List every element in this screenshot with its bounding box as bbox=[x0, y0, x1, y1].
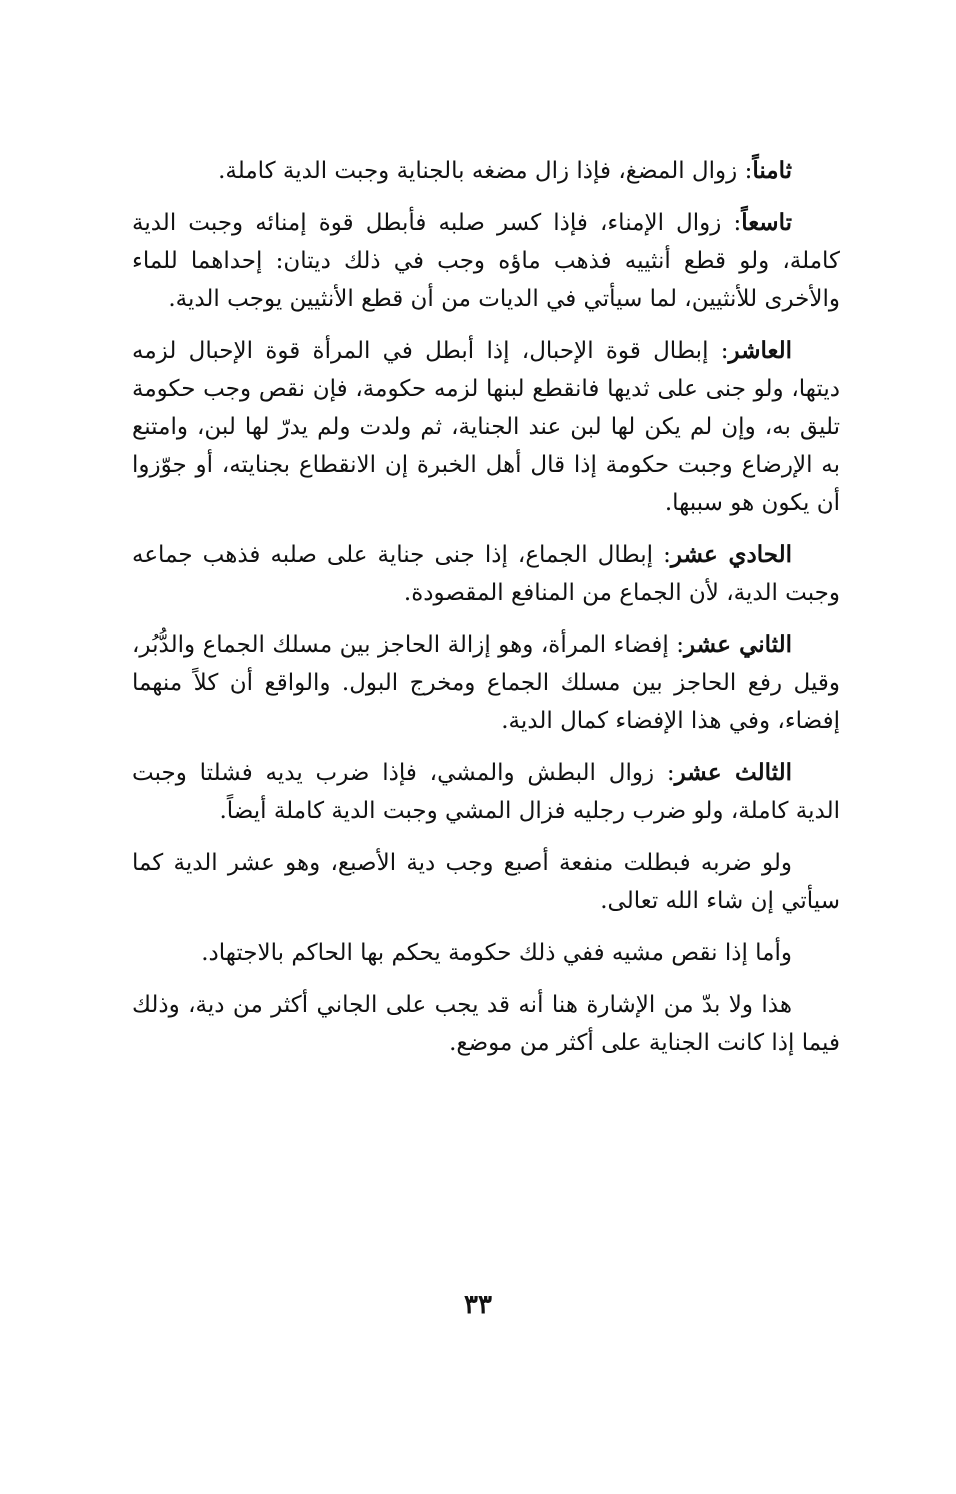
paragraph-text: هذا ولا بدّ من الإشارة هنا أنه قد يجب على الجاني أكثر من دية، وذلك فيما إذا كانت الجناية على أكثر من موضع. bbox=[132, 992, 840, 1056]
paragraph-text: : إبطال قوة الإحبال، إذا أبطل في المرأة قوة الإحبال لزمه ديتها، ولو جنى على ثديها فانقطع لبنها لزمه حكومة، فإن نقص وجب حكومة تليق به، وإن لم يكن لها لبن عند الجناية، ثم ولدت ولم يدرّ لها لبن، وامتنع به الإرضاع وجبت حكومة إذا قال أهل الخبرة إن الانقطاع بجنايته، أو جوّزوا أن يكون هو سببها. bbox=[132, 338, 840, 516]
paragraph-lead: ثامناً bbox=[752, 157, 792, 184]
paragraph-text: : زوال المضغ، فإذا زال مضغه بالجناية وجبت الدية كاملة. bbox=[218, 158, 753, 184]
paragraph-thirteenth bbox=[132, 754, 840, 830]
paragraph-text: : إفضاء المرأة، وهو إزالة الحاجز بين مسلك الجماع والدُّبُر، وقيل رفع الحاجز بين مسلك الجماع ومخرج البول. والواقع أن كلاً منهما إفضاء، وفي هذا الإفضاء كمال الدية. bbox=[132, 632, 840, 734]
paragraph-twelfth bbox=[132, 626, 840, 740]
paragraph-text: وأما إذا نقص مشيه ففي ذلك حكومة يحكم بها الحاكم بالاجتهاد. bbox=[201, 940, 792, 966]
paragraph-tenth bbox=[132, 332, 840, 522]
paragraph-lead: الثالث عشر bbox=[674, 759, 792, 786]
paragraph-lead: تاسعاً bbox=[741, 209, 792, 236]
paragraph-text: : إبطال الجماع، إذا جنى جناية على صلبه فذهب جماعه وجبت الدية، لأن الجماع من المنافع المقصودة. bbox=[132, 542, 840, 606]
paragraph-eleventh bbox=[132, 536, 840, 612]
paragraph-finger bbox=[132, 844, 840, 920]
paragraph-lead: الحادي عشر bbox=[670, 541, 793, 568]
paragraph-walking bbox=[132, 934, 840, 972]
paragraph-text: ولو ضربه فبطلت منفعة أصبع وجب دية الأصبع، وهو عشر الدية كما سيأتي إن شاء الله تعالى. bbox=[132, 850, 840, 914]
paragraph-multiple-diya bbox=[132, 986, 840, 1062]
paragraph-ninth bbox=[132, 204, 840, 318]
body-text bbox=[132, 152, 840, 1076]
paragraph-lead: الثاني عشر bbox=[683, 631, 793, 658]
page-number: ٣٣ bbox=[464, 1290, 492, 1320]
paragraph-text: : زوال البطش والمشي، فإذا ضرب يديه فشلتا وجبت الدية كاملة، ولو ضرب رجليه فزال المشي وجبت الدية كاملة أيضاً. bbox=[132, 760, 840, 824]
paragraph-text: : زوال الإمناء، فإذا كسر صلبه فأبطل قوة إمنائه وجبت الدية كاملة، ولو قطع أنثييه فذهب ماؤه وجب في ذلك ديتان: إحداهما للماء والأخرى للأنثيين، لما سيأتي في الديات من أن قطع الأنثيين يوجب الدية. bbox=[132, 210, 840, 312]
paragraph-lead: العاشر bbox=[728, 337, 792, 364]
paragraph-eighth bbox=[132, 152, 840, 190]
